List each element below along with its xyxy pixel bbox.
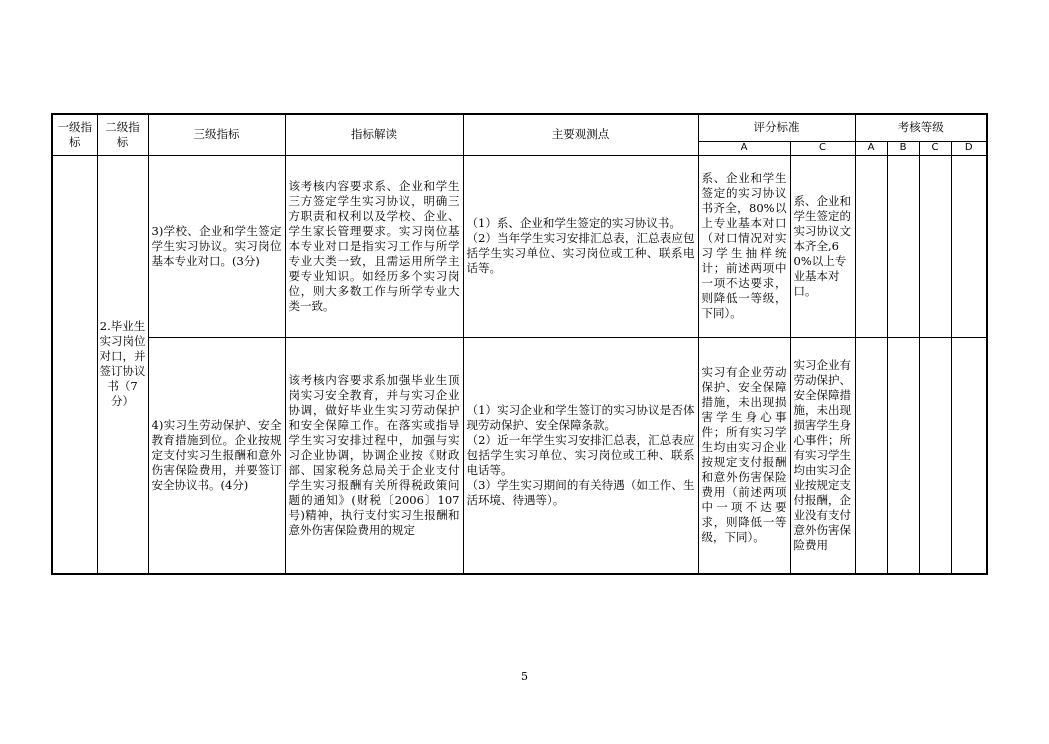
header-grade: 考核等级 — [855, 114, 987, 141]
header-grade-c: C — [919, 141, 951, 155]
grade-c-cell[interactable] — [919, 155, 951, 337]
level3-cell: 3)学校、企业和学生签定学生实习协议。实习岗位基本专业对口。(3分) — [148, 155, 285, 337]
grade-b-cell[interactable] — [887, 155, 919, 337]
page-number: 5 — [521, 670, 528, 683]
table-row — [52, 337, 987, 574]
grade-a-cell[interactable] — [855, 155, 887, 337]
grade-b-cell[interactable] — [887, 337, 919, 574]
standard-a-cell: 系、企业和学生签定的实习协议书齐全，80%以上专业基本对口（对口情况对实习学生抽样统计；前述两项中一项不达要求，则降低一等级，下同）。 — [698, 155, 790, 337]
header-scoring-a: A — [698, 141, 790, 155]
grade-d-cell[interactable] — [951, 337, 987, 574]
standard-c-cell: 系、企业和学生签定的实习协议文本齐全,60%以上专业基本对口。 — [790, 155, 855, 337]
level2-cell: 2.毕业生实习岗位对口，并签订协议书（7分） — [97, 155, 148, 574]
header-grade-d: D — [951, 141, 987, 155]
interpretation-cell: 该考核内容要求系加强毕业生顶岗实习安全教育，并与实习企业协调，做好毕业生实习劳动保护和安全保障工作。在落实或指导学生实习安排过程中，加强与实习企业协调，协调企业按《财政部、国家税务总局关于企业支付学生实习报酬有关所得税政策问题的通知》(财税〔2006〕107号)精神，执行支付实习生报酬和意外伤害保险费用的规定 — [285, 337, 463, 574]
interpretation-cell: 该考核内容要求系、企业和学生三方签定学生实习协议，明确三方职责和权利以及学校、企业、学生家长管理要求。实习岗位基本专业对口是指实习工作与所学专业大类一致，且需运用所学主要专业知识。如经历多个实习岗位，则大多数工作与所学专业大类一致。 — [285, 155, 463, 337]
header-scoring-c: C — [790, 141, 855, 155]
table-row — [52, 155, 987, 337]
header-grade-b: B — [887, 141, 919, 155]
grade-a-cell[interactable] — [855, 337, 887, 574]
header-level2: 二级指标 — [97, 114, 148, 155]
header-grade-a: A — [855, 141, 887, 155]
header-level3: 三级指标 — [148, 114, 285, 155]
evaluation-table — [51, 113, 988, 575]
level3-cell: 4)实习生劳动保护、安全教育措施到位。企业按规定支付实习生报酬和意外伤害保险费用，并要签订安全协议书。(4分) — [148, 337, 285, 574]
observation-cell: （1）系、企业和学生签定的实习协议书。 （2）当年学生实习安排汇总表，汇总表应包括学生实习单位、实习岗位或工种、联系电话等。 — [463, 155, 698, 337]
grade-c-cell[interactable] — [919, 337, 951, 574]
header-observation-points: 主要观测点 — [463, 114, 698, 155]
level1-cell — [52, 155, 97, 574]
header-interpretation: 指标解读 — [285, 114, 463, 155]
standard-a-cell: 实习有企业劳动保护、安全保障措施，未出现损害学生身心事件；所有实习学生均由实习企业按规定支付报酬和意外伤害保险费用（前述两项中一项不达要求，则降低一等级，下同）。 — [698, 337, 790, 574]
header-scoring-standard: 评分标准 — [698, 114, 855, 141]
observation-cell: （1）实习企业和学生签订的实习协议是否体现劳动保护、安全保障条款。 （2）近一年学生实习安排汇总表，汇总表应包括学生实习单位、实习岗位或工种、联系电话等。 （3）学生实习期间的有关待遇（如工作、生活环境、待遇等）。 — [463, 337, 698, 574]
grade-d-cell[interactable] — [951, 155, 987, 337]
header-level1: 一级指标 — [52, 114, 97, 155]
standard-c-cell: 实习企业有劳动保护、安全保障措施，未出现损害学生身心事件；所有实习学生均由实习企业按规定支付报酬，企业没有支付意外伤害保险费用 — [790, 337, 855, 574]
